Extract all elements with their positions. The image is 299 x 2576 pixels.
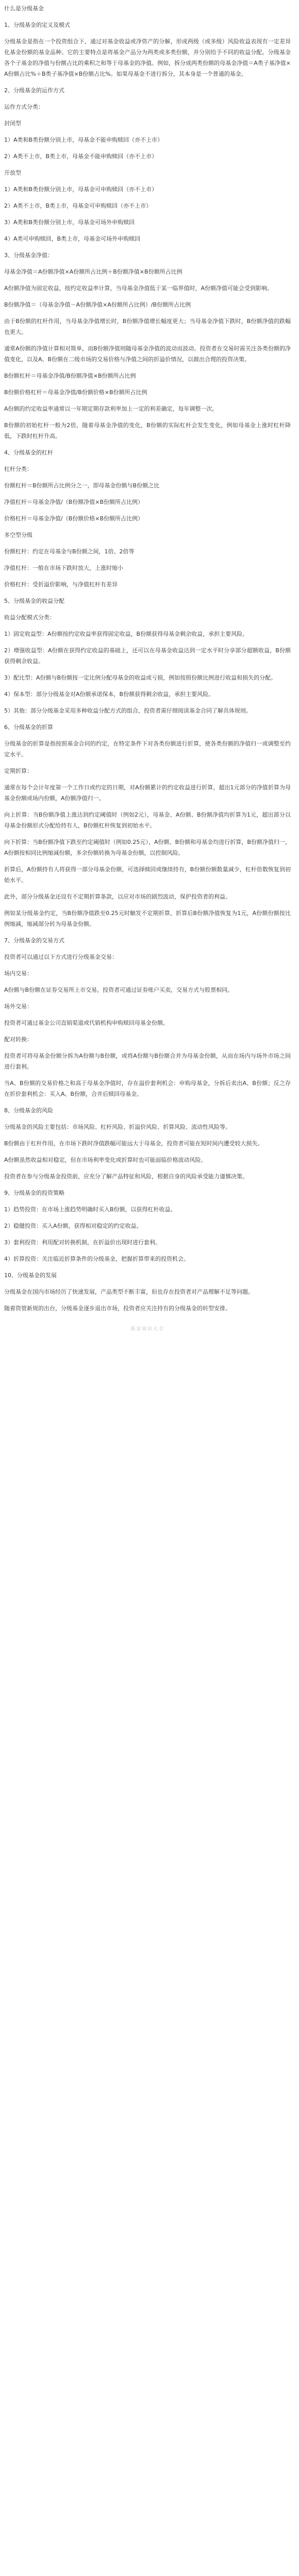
paragraph: A份额虽然收益相对稳定，但在市场利率变化或折算时也可能面临价格波动风险。 [4, 1157, 207, 1163]
paragraph: 由于B份额的杠杆作用，当母基金净值增长时，B份额净值增长幅度更大；当母基金净值下跌时，B份额净值的跌幅也更大。 [4, 318, 291, 335]
paragraph: 例如某分级基金约定，当B份额净值跌至0.25元时触发不定期折算，折算后B份额净值恢复为1元，A份额份额按比例缩减，缩减部分转为母基金份额。 [4, 910, 291, 927]
paragraph: 投资者可通过基金公司直销渠道或代销机构申购赎回母基金份额。 [4, 1020, 169, 1026]
paragraph: 分级基金是指在一个投资组合下，通过对基金收益或净资产的分解，形成两级（或多级）风险收益表现有一定差异化基金份额的基金品种。它的主要特点是将基金产品分为两类或多类份额，并分别给予不同的收益分配。分级基金各个子基金的净值与份额占比的乘积之和等于母基金的净值。例如，拆分成两类份额的母基金净值＝A类子基净值×A份额占比%＋B类子基净值×B份额占比%。如果母基金不进行拆分，其本身是一个普通的基金。 [4, 38, 291, 77]
section-heading: 开放型 [4, 170, 21, 176]
section-heading: 运作方式分类： [4, 104, 44, 110]
paragraph: 3）配比型：A份额与B份额按一定比例分配母基金的收益或亏损，例如按照份额比例进行收益和损失的分配。 [4, 674, 277, 681]
paragraph: B份额由于杠杆作用，在市场下跌时净值跌幅可能远大于母基金，投资者可能在短时间内遭受较大损失。 [4, 1140, 263, 1147]
article-body [4, 3, 291, 1314]
section-heading: 杠杆分类： [4, 466, 32, 472]
section-heading: 定期折算： [4, 768, 32, 774]
paragraph: 分级基金的折算是指按照基金合同的约定，在特定条件下对各类份额进行折算，使各类份额的净值归一或调整至约定水平。 [4, 740, 291, 758]
paragraph: 投资者可将母基金份额分拆为A份额与B份额，或将A份额与B份额合并为母基金份额，从而在场内与场外市场之间进行套利。 [4, 1053, 291, 1070]
paragraph: 分级基金在国内市场经历了快速发展，产品类型不断丰富，但也存在投资者对产品理解不足等问题。 [4, 1289, 254, 1295]
paragraph: 1）固定收益型：A份额按约定收益率获得固定收益，B份额获得母基金剩余收益，承担主要风险。 [4, 631, 248, 637]
section-heading: 场外交易： [4, 1003, 32, 1010]
section-heading: 8、分级基金的风险 [4, 1107, 53, 1114]
section-heading: 配对转换： [4, 1036, 32, 1043]
paragraph: 母基金净值＝A份额净值×A份额所占比例＋B份额净值×B份额所占比例 [4, 268, 182, 275]
paragraph: 3）套利投资：利用配对转换机制，在折溢价出现时进行套利。 [4, 1239, 161, 1246]
section-heading: 1、分级基金的定义及模式 [4, 22, 70, 28]
paragraph: 份额杠杆：约定在母基金与B份额之间，1倍、2倍等 [4, 548, 135, 555]
paragraph: 通常在每个会计年度第一个工作日或约定的日期，对A份额累计的约定收益进行折算，超出1元部分的净值折算为母基金份额或场内份额，A份额净值归一。 [4, 784, 291, 802]
paragraph: B份额杠杆＝母基金净值/B份额净值×B份额所占比例 [4, 372, 136, 379]
section-heading: 3、分级基金净值： [4, 252, 53, 259]
section-heading: 什么是分级基金 [4, 5, 44, 12]
paragraph: 随着资管新规的出台，分级基金逐步退出市场，投资者应关注持有的分级基金的转型安排。 [4, 1305, 231, 1312]
paragraph: 折算后，A份额持有人将获得一部分母基金份额，可选择赎回或继续持有，B份额份额数量减少，杠杆倍数恢复到初始水平。 [4, 866, 291, 884]
paragraph: A份额与B份额在证券交易所上市交易，投资者可通过证券账户买卖，交易方式与股票相同。 [4, 987, 234, 993]
paragraph: 投资者在参与分级基金投资前，应充分了解产品特征和风险，根据自身的风险承受能力谨慎决策。 [4, 1173, 248, 1180]
paragraph: A份额的约定收益率通常以一年期定期存款利率加上一定的利差确定，每年调整一次。 [4, 405, 218, 412]
section-heading: 9、分级基金的投资策略 [4, 1190, 64, 1196]
paragraph: 2）增强收益型：A份额在获得约定收益的基础上，还可以在母基金收益达到一定水平时分享部分超额收益，B份额获得剩余收益。 [4, 647, 291, 665]
paragraph: 2）稳健投资：买入A份额，获得相对稳定的约定收益。 [4, 1223, 142, 1229]
paragraph: 份额杠杆＝B份额所占比例分之一，即母基金份额与B份额之比 [4, 482, 160, 489]
paragraph: B份额的初始杠杆一般为2倍，随着母基金净值的变化，B份额的实际杠杆会发生变化，例如母基金上涨时杠杆降低，下跌时杠杆升高。 [4, 422, 291, 439]
paragraph: 向上折算：当B份额净值上涨达到约定阈值时（例如2元），母基金、A份额、B份额净值均折算为1元，超出部分以母基金份额形式分配给持有人，B份额杠杆恢复到初始水平。 [4, 811, 291, 829]
paragraph: 3）A类和B类份额分别上市，母基金可场外申购赎回 [4, 219, 135, 226]
paragraph: B份额净值＝（母基金净值－A份额净值×A份额所占比例）/B份额所占比例 [4, 301, 191, 308]
paragraph: 向下折算：当B份额净值下跌至约定阈值时（例如0.25元），A份额、B份额和母基金均进行折算，B份额净值归一，A份额按相同比例缩减份额，多余份额转换为母基金份额，以控制风险。 [4, 839, 291, 856]
paragraph: 4）A类可申购赎回，B类上市，母基金可场外申购赎回 [4, 235, 141, 242]
paragraph: 5）其他：部分分级基金采用多种收益分配方式的组合，投资者需仔细阅读基金合同了解具体规则。 [4, 707, 252, 714]
paragraph: 价格杠杆＝母基金净值/（B份额价格×B份额所占比例） [4, 515, 144, 522]
paragraph: 通常A份额的净值计算相对简单，而B份额净值则随母基金净值的波动而波动。投资者在交易时需关注各类份额的净值变化，以及A、B份额在二级市场的交易价格与净值之间的折溢价情况，以做出合理的投资决策。 [4, 345, 291, 363]
page-footer: 基金知识大全 [130, 1327, 164, 1332]
section-heading: 4、分级基金的杠杆 [4, 449, 53, 456]
paragraph: 净值杠杆＝母基金净值/（B份额净值×B份额所占比例） [4, 499, 144, 505]
paragraph: 当A、B份额的交易价格之和高于母基金净值时，存在溢价套利机会：申购母基金，分拆后卖出A、B份额；反之存在折价套利机会：买入A、B份额，合并后赎回母基金。 [4, 1080, 291, 1097]
paragraph: 4）折算投资：关注临近折算条件的分级基金，把握折算带来的投资机会。 [4, 1256, 189, 1262]
section-heading: 7、分级基金的交易方式 [4, 937, 64, 944]
section-heading: 10、分级基金的发展 [4, 1272, 57, 1279]
paragraph: 净值杠杆：一般在市场下跌时放大，上涨时缩小 [4, 565, 123, 571]
section-heading: 封闭型 [4, 120, 21, 127]
section-heading: 多空型分级 [4, 532, 32, 538]
section-heading: 6、分级基金的折算 [4, 724, 53, 731]
paragraph: 1）A类和B类份额分别上市，母基金不能申购赎回（亦不上市） [4, 137, 163, 143]
paragraph: 价格杠杆：受折溢价影响，与净值杠杆有差异 [4, 581, 118, 588]
paragraph: A份额净值为固定收益，按约定收益率计算，当母基金净值低于某一临界值时，A份额净值可能会受到影响。 [4, 285, 273, 292]
paragraph: B份额价格杠杆＝母基金净值/B份额价格×B份额所占比例 [4, 389, 147, 396]
paragraph: 分级基金的风险主要包括：市场风险、杠杆风险、折溢价风险、折算风险、流动性风险等。 [4, 1124, 231, 1130]
paragraph: 此外，部分分级基金还设有不定期折算条款，以应对市场的剧烈波动，保护投资者的利益。 [4, 893, 231, 900]
section-heading: 2、分级基金的运作方式 [4, 87, 64, 94]
paragraph: 4）保本型：部分分级基金对A份额承诺保本，B份额获得剩余收益，承担主要风险。 [4, 691, 214, 698]
section-heading: 场内交易： [4, 970, 32, 977]
paragraph: 1）趋势投资：在市场上涨趋势明确时买入B份额，以获得杠杆收益。 [4, 1206, 176, 1213]
section-heading: 5、分级基金的收益分配 [4, 598, 64, 604]
paragraph: 2）A类不上市，B类上市，母基金可申购赎回（亦不上市） [4, 202, 152, 209]
paragraph: 投资者可以通过以下方式进行分级基金交易： [4, 954, 118, 960]
paragraph: 2）A类不上市，B类上市，母基金不能申购赎回（亦不上市） [4, 153, 158, 160]
section-heading: 收益分配模式分类： [4, 614, 55, 621]
paragraph: 1）A类和B类份额分别上市，母基金可申购赎回（亦不上市） [4, 186, 158, 193]
